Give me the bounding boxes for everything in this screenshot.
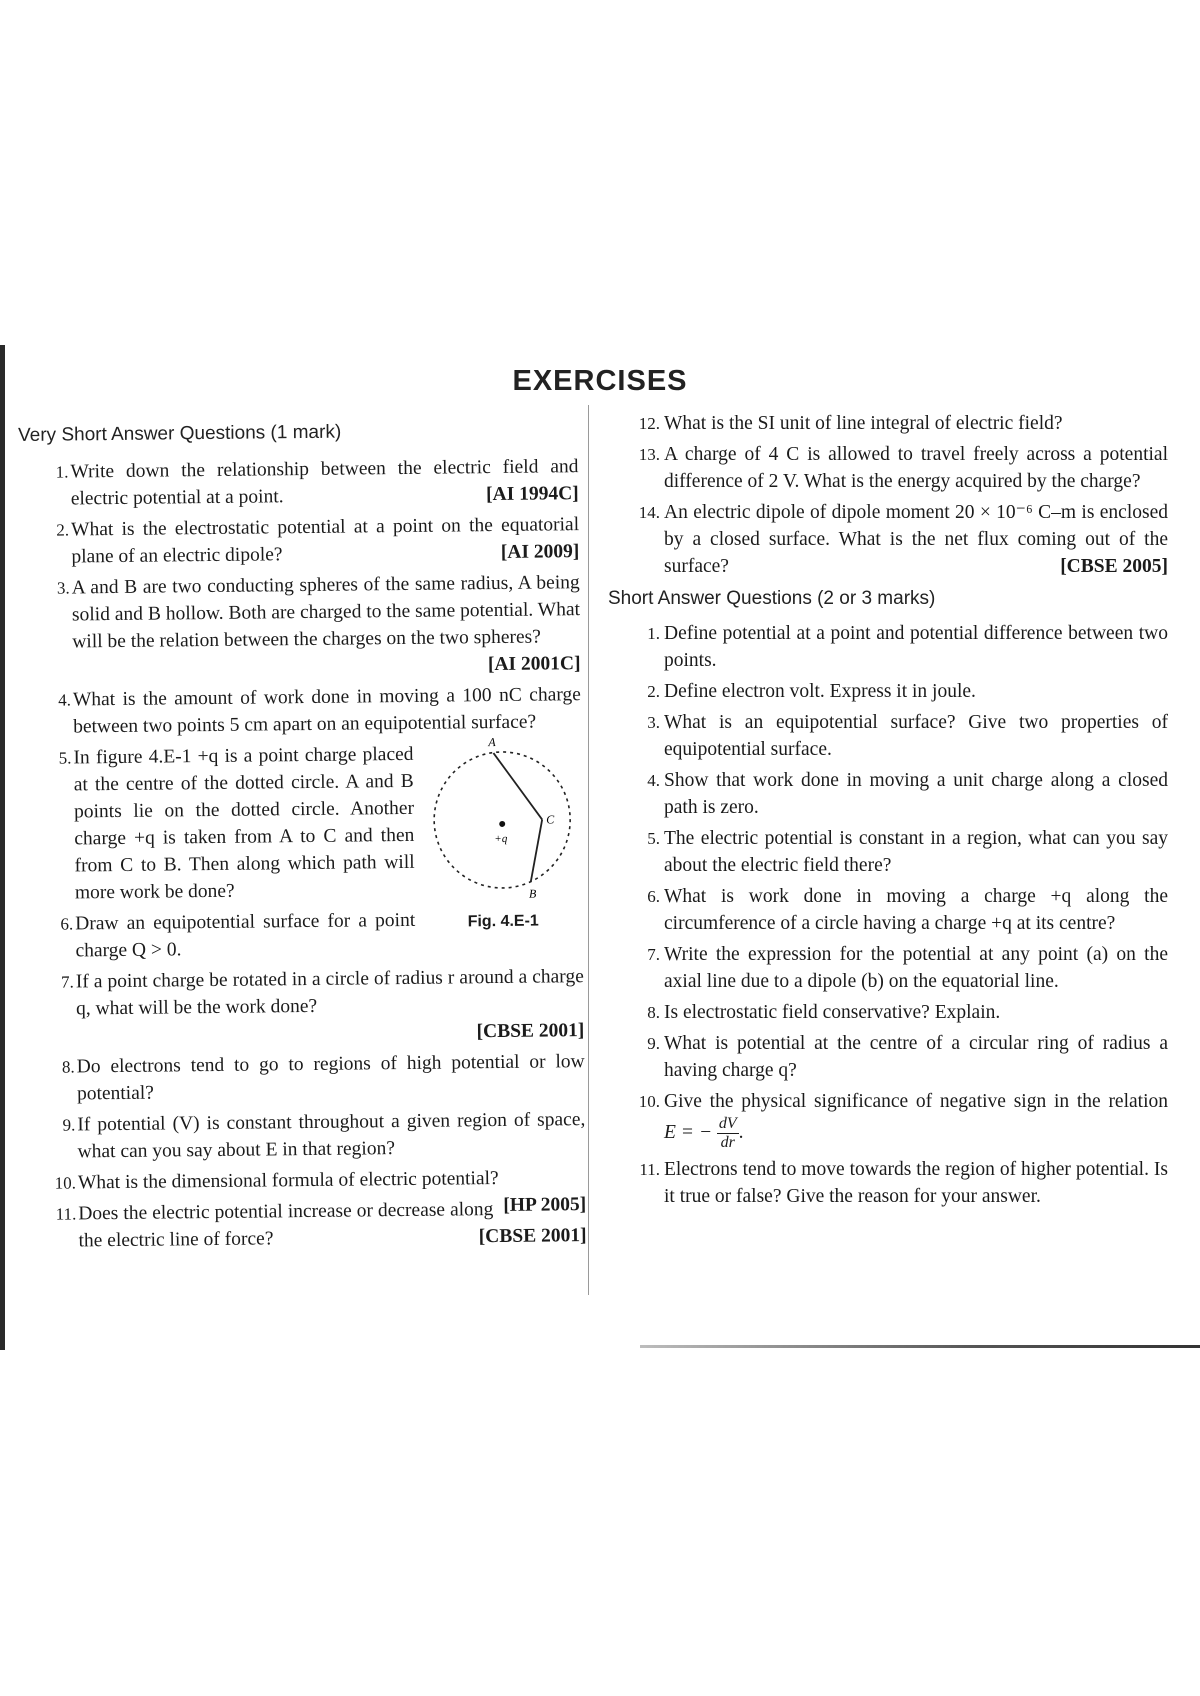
question-number: 9.: [647, 1034, 660, 1053]
question-number: 1.: [647, 624, 660, 643]
short-answer-list: [608, 620, 1168, 1210]
question-text: Does the electric potential increase or decrease along the electric line of force?: [78, 1199, 494, 1252]
question-number: 5.: [647, 829, 660, 848]
list-item: [608, 709, 1168, 763]
very-short-list-continued: [608, 410, 1168, 580]
list-item: [25, 1106, 586, 1166]
question-text: Is electrostatic field conservative? Explain.: [664, 1002, 1001, 1023]
fraction-numerator: dV: [718, 1115, 737, 1132]
question-number: 14.: [638, 503, 660, 522]
question-text: A and B are two conducting spheres of the same radius, A being solid and B hollow. Both are charged to the same potential. What will be the relation between the charges on the two spheres?: [71, 572, 581, 653]
question-number: 9.: [62, 1115, 76, 1135]
source-tag: [AI 2001C]: [487, 653, 581, 676]
question-text: What is the SI unit of line integral of electric field?: [664, 413, 1063, 434]
figure-diagram: [421, 731, 583, 908]
question-number: 13.: [638, 445, 660, 464]
equation-fraction: [717, 1115, 739, 1152]
question-number: 12.: [638, 414, 660, 433]
question-text: Define potential at a point and potential difference between two points.: [664, 623, 1168, 671]
scan-edge: [0, 345, 5, 1350]
question-number: 8.: [61, 1057, 75, 1077]
left-column: [18, 419, 587, 1259]
question-text: What is an equipotential surface? Give two properties of equipotential surface.: [664, 712, 1168, 760]
list-item: [608, 767, 1168, 821]
list-item: [21, 735, 583, 931]
list-item: [608, 825, 1168, 879]
list-item: [19, 511, 580, 571]
path-a-to-c: [493, 753, 542, 820]
path-c-to-b: [530, 820, 543, 882]
list-item: [20, 569, 581, 683]
question-text: Write down the relationship between the electric field and electric potential at a point.: [70, 456, 579, 510]
question-text: Electrons tend to move towards the region of higher potential. Is it true or false? Give the reason for your answer.: [664, 1159, 1168, 1207]
list-item: [608, 1088, 1168, 1152]
question-text: If a point charge be rotated in a circle of radius r around a charge q, what will be the work done?: [75, 966, 584, 1020]
question-text: In figure 4.E-1 +q is a point charge placed at the centre of the dotted circle. A and B points lie on the dotted circle. Another charge +q is taken from A to C and then from C to B. Then along which path will more work be done?: [73, 743, 415, 904]
source-tag: [CBSE 2001]: [476, 1020, 585, 1043]
list-item: [608, 620, 1168, 674]
question-text: Give the physical significance of negative sign in the relation: [664, 1091, 1168, 1112]
question-number: 2.: [647, 682, 660, 701]
question-number: 7.: [60, 972, 74, 992]
very-short-list: [18, 453, 586, 1255]
question-number: 6.: [647, 887, 660, 906]
question-text: What is the amount of work done in moving a 100 nC charge between two points 5 cm apart on an equipotential surface?: [72, 684, 581, 738]
list-item: [608, 883, 1168, 937]
question-text: Draw an equipotential surface for a point charge Q > 0.: [75, 909, 416, 962]
list-item: [25, 1048, 586, 1108]
question-number: 6.: [60, 914, 74, 934]
source-tag: [AI 2009]: [500, 541, 580, 563]
figure-4e1: [421, 731, 583, 933]
question-number: 3.: [56, 578, 70, 598]
question-text: If potential (V) is constant throughout a given region of space, what can you say about E in that region?: [77, 1109, 586, 1163]
list-item: [23, 905, 584, 965]
point-charge: [499, 821, 505, 827]
list-item: [608, 941, 1168, 995]
question-text: What is work done in moving a charge +q along the circumference of a circle having a charge +q at its centre?: [664, 886, 1168, 934]
label-q: +q: [494, 832, 508, 846]
question-text: The electric potential is constant in a region, what can you say about the electric field there?: [664, 828, 1168, 876]
question-number: 10.: [54, 1173, 77, 1193]
list-item: [608, 678, 1168, 705]
question-text: Write the expression for the potential at any point (a) on the axial line due to a dipole (b) on the equatorial line.: [664, 944, 1168, 992]
source-tag: [HP 2005]: [503, 1194, 587, 1216]
label-a: A: [488, 735, 496, 750]
source-tag: [AI 1994C]: [486, 483, 579, 506]
list-item: [608, 410, 1168, 437]
list-item: [608, 999, 1168, 1026]
question-text: Do electrons tend to go to regions of high potential or low potential?: [76, 1051, 585, 1105]
list-item: [608, 1030, 1168, 1084]
equation: E = − $\frac{dV}{dr}$ .: [664, 1115, 744, 1151]
list-item: [26, 1195, 587, 1255]
source-tag: [CBSE 2001]: [478, 1225, 587, 1248]
question-text: Show that work done in moving a unit charge along a closed path is zero.: [664, 770, 1168, 818]
question-number: 8.: [647, 1003, 660, 1022]
list-item: [608, 441, 1168, 495]
question-number: 3.: [647, 713, 660, 732]
question-number: 11.: [55, 1204, 77, 1224]
question-text: What is potential at the centre of a circular ring of radius a having charge q?: [664, 1033, 1168, 1081]
question-number: 10.: [638, 1092, 660, 1111]
label-c: C: [546, 812, 555, 827]
column-divider: [588, 405, 589, 1295]
question-number: 4.: [58, 690, 71, 710]
question-text: A charge of 4 C is allowed to travel freely across a potential difference of 2 V. What is the energy acquired by the charge?: [664, 444, 1168, 492]
question-number: 4.: [647, 771, 660, 790]
list-item: [608, 1156, 1168, 1210]
question-number: 1.: [55, 462, 69, 482]
list-item: [24, 963, 585, 1050]
question-text: Define electron volt. Express it in joule.: [664, 681, 976, 702]
question-text: What is the electrostatic potential at a point on the equatorial plane of an electric dipole?: [70, 514, 580, 568]
question-text: An electric dipole of dipole moment 20 × 10⁻⁶ C–m is enclosed by a closed surface. What is the net flux coming out of the surface?: [664, 502, 1168, 577]
fraction-denominator: dr: [720, 1134, 735, 1151]
equation-lhs: E = −: [664, 1121, 712, 1143]
question-number: 7.: [647, 945, 660, 964]
source-tag: [CBSE 2005]: [1060, 556, 1168, 577]
question-number: 11.: [639, 1160, 660, 1179]
list-item: [18, 453, 579, 513]
short-answer-heading: Short Answer Questions (2 or 3 marks): [608, 588, 936, 609]
figure-caption: Fig. 4.E-1: [467, 912, 539, 931]
question-number: 2.: [56, 520, 70, 540]
very-short-heading: Very Short Answer Questions (1 mark): [18, 421, 342, 446]
bottom-rule: [640, 1345, 1200, 1348]
question-number: 5.: [58, 748, 72, 768]
list-item: [608, 499, 1168, 580]
page-title: EXERCISES: [512, 365, 688, 397]
label-b: B: [528, 886, 537, 901]
question-text: What is the dimensional formula of electric potential?: [77, 1168, 499, 1194]
right-column: [608, 410, 1168, 1214]
